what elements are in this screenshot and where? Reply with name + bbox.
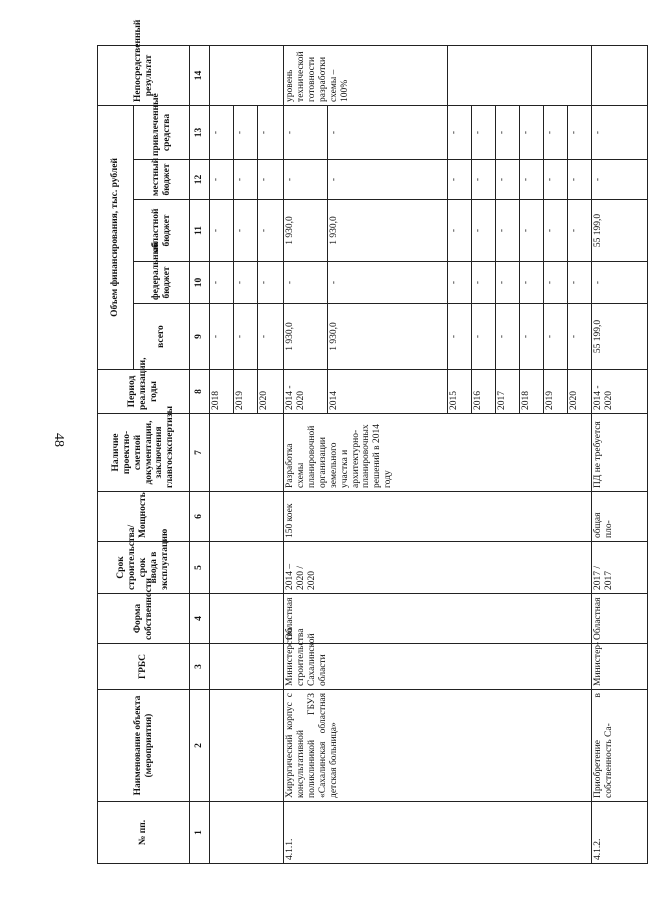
cell-loc: - [472, 160, 496, 200]
cell-year: 2018 [520, 370, 544, 414]
cell-item-power: 150 коек [284, 492, 592, 542]
cell-year: 2017 [496, 370, 520, 414]
cell-loc: - [568, 160, 592, 200]
table-row [592, 45, 648, 863]
header-total: всего [134, 304, 190, 370]
cell-item-term: 2017 / 2017 [592, 542, 648, 594]
header-fed: федеральный бюджет [134, 262, 190, 304]
col-number: 12 [190, 160, 210, 200]
col-number: 11 [190, 200, 210, 262]
cell-year: 2020 [258, 370, 284, 414]
cell-fed: - [328, 262, 448, 304]
cell-empty [592, 45, 648, 105]
cell-reg: - [544, 200, 568, 262]
header-term: Срок строительства/срок ввода в эксплуатацию [98, 542, 190, 594]
col-number: 3 [190, 644, 210, 690]
cell-loc: - [496, 160, 520, 200]
cell-attr: - [520, 105, 544, 159]
cell-loc: - [234, 160, 258, 200]
cell-attr: - [284, 105, 328, 159]
cell-item-psd: Разработка схемы планировочной организации земельного участка и архитектурно-планировочных решений в 2014 году [284, 414, 592, 492]
cell-fed: - [592, 262, 648, 304]
cell-year: 2019 [234, 370, 258, 414]
cell-total: 1 930,0 [328, 304, 448, 370]
cell-fed: - [520, 262, 544, 304]
col-number: 8 [190, 370, 210, 414]
cell-loc: - [210, 160, 234, 200]
cell-year: 2018 [210, 370, 234, 414]
cell-reg: 1 930,0 [328, 200, 448, 262]
cell-fed: - [284, 262, 328, 304]
cell-item-grbs: Министер- [592, 644, 648, 690]
cell-loc: - [258, 160, 284, 200]
cell-fed: - [472, 262, 496, 304]
cell-item-psd: ПД не требуется [592, 414, 648, 492]
cell-total: - [544, 304, 568, 370]
cell-loc: - [544, 160, 568, 200]
cell-empty [210, 802, 284, 864]
header-reg: областной бюджет [134, 200, 190, 262]
cell-item-grbs: Министерство строительства Сахалинской области [284, 644, 592, 690]
header-name: Наименование объекта (мероприятия) [98, 690, 190, 802]
cell-reg: 55 199,0 [592, 200, 648, 262]
col-number: 10 [190, 262, 210, 304]
cell-attr: - [472, 105, 496, 159]
col-number: 13 [190, 105, 210, 159]
cell-attr: - [210, 105, 234, 159]
cell-empty [210, 414, 284, 492]
cell-item-num: 4.1.2. [592, 802, 648, 864]
table-row [210, 45, 234, 863]
cell-attr: - [592, 105, 648, 159]
col-number: 9 [190, 304, 210, 370]
cell-loc: - [592, 160, 648, 200]
cell-reg: - [448, 200, 472, 262]
cell-total: - [210, 304, 234, 370]
cell-year: 2014 - 2020 [284, 370, 328, 414]
cell-fed: - [544, 262, 568, 304]
cell-year: 2014 - 2020 [592, 370, 648, 414]
header-period: Период реализации, годы [98, 370, 190, 414]
program-table [97, 19, 648, 864]
cell-item-name: Приобретение в собственность Са- [592, 690, 648, 802]
col-number: 6 [190, 492, 210, 542]
header-psd: Наличие проектно-сметной документации, заключения главгосэкспертизы [98, 414, 190, 492]
cell-empty [210, 542, 284, 594]
col-number: 2 [190, 690, 210, 802]
cell-year: 2016 [472, 370, 496, 414]
cell-empty [448, 45, 592, 105]
cell-reg: - [568, 200, 592, 262]
cell-reg: - [258, 200, 284, 262]
cell-empty [210, 644, 284, 690]
cell-total: - [234, 304, 258, 370]
header-result: Непосредственный результат [98, 45, 190, 105]
cell-year: 2020 [568, 370, 592, 414]
cell-item-power: общая пло- [592, 492, 648, 542]
cell-year: 2019 [544, 370, 568, 414]
cell-reg: - [472, 200, 496, 262]
header-loc: местный бюджет [134, 160, 190, 200]
cell-attr: - [568, 105, 592, 159]
table-row [284, 45, 328, 863]
cell-total: - [448, 304, 472, 370]
cell-fed: - [448, 262, 472, 304]
cell-reg: - [520, 200, 544, 262]
cell-item-result: уровень технической готовности разработки схемы – 100% [284, 45, 448, 105]
cell-item-form: Областная [592, 594, 648, 644]
header-power: Мощность [98, 492, 190, 542]
page-number: 48 [51, 433, 66, 447]
cell-reg: - [210, 200, 234, 262]
header-attr: привлеченные средства [134, 105, 190, 159]
cell-attr: - [448, 105, 472, 159]
cell-reg: - [234, 200, 258, 262]
cell-reg: - [496, 200, 520, 262]
cell-fed: - [496, 262, 520, 304]
col-number: 5 [190, 542, 210, 594]
cell-loc: - [448, 160, 472, 200]
cell-total: - [258, 304, 284, 370]
cell-item-num: 4.1.1. [284, 802, 592, 864]
cell-attr: - [328, 105, 448, 159]
cell-item-name: Хирургический корпус с консультативной поликлиникой ГБУЗ «Сахалинская областная детская больница» [284, 690, 592, 802]
cell-fed: - [258, 262, 284, 304]
header-funding: Объем финансирования, тыс. рублей [98, 105, 134, 369]
cell-total: 55 199,0 [592, 304, 648, 370]
cell-empty [210, 492, 284, 542]
col-number: 7 [190, 414, 210, 492]
cell-item-form: Областная [284, 594, 592, 644]
cell-loc: - [520, 160, 544, 200]
cell-total: 1 930,0 [284, 304, 328, 370]
cell-item-term: 2014 – 2020 / 2020 [284, 542, 592, 594]
cell-attr: - [258, 105, 284, 159]
cell-fed: - [210, 262, 234, 304]
cell-year: 2014 [328, 370, 448, 414]
cell-attr: - [544, 105, 568, 159]
table-rotated [97, 19, 614, 864]
cell-total: - [520, 304, 544, 370]
header-form: Форма собственности [98, 594, 190, 644]
col-number: 4 [190, 594, 210, 644]
cell-empty [210, 690, 284, 802]
table-rotated-container [97, 19, 614, 864]
cell-attr: - [496, 105, 520, 159]
col-number: 1 [190, 802, 210, 864]
header-grbs: ГРБС [98, 644, 190, 690]
table-header-row [98, 45, 134, 863]
column-number-row [190, 45, 210, 863]
cell-loc: - [284, 160, 328, 200]
cell-year: 2015 [448, 370, 472, 414]
cell-fed: - [234, 262, 258, 304]
header-num: № пп. [98, 802, 190, 864]
cell-total: - [472, 304, 496, 370]
cell-fed: - [568, 262, 592, 304]
cell-reg: 1 930,0 [284, 200, 328, 262]
cell-loc: - [328, 160, 448, 200]
col-number: 14 [190, 45, 210, 105]
cell-empty [210, 594, 284, 644]
cell-total: - [568, 304, 592, 370]
cell-empty [210, 45, 284, 105]
cell-attr: - [234, 105, 258, 159]
cell-total: - [496, 304, 520, 370]
